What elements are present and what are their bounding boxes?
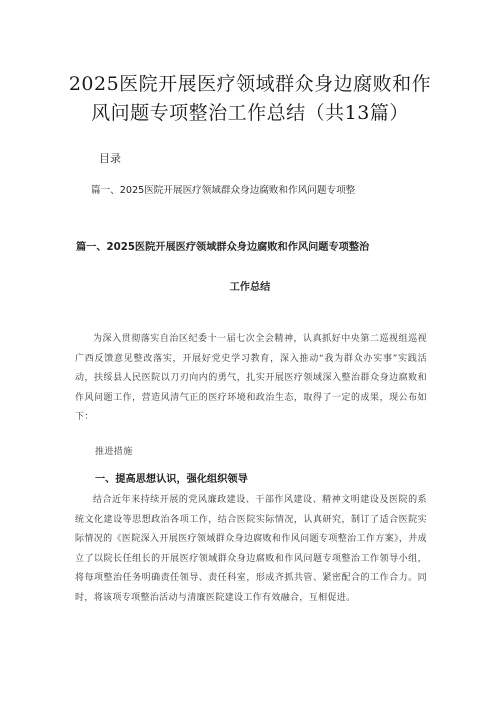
document-title: 2025医院开展医疗领域群众身边腐败和作风问题专项整治工作总结（共13篇） — [68, 73, 432, 124]
section-title-line1: 篇一、2025医院开展医疗领域群众身边腐败和作风问题专项整治 — [76, 242, 370, 253]
section-title — [40, 238, 460, 293]
intro-paragraph: 为深入贯彻落实自治区纪委十一届七次全会精神，认真抓好中央第二巡视组巡视广西反馈意见整改落实，开展好党史学习教育，深入推动“我为群众办实事”实践活动，扶绥县人民医院以刀刃向内的勇气，扎实开展医疗领域深入整治群众身边腐败和作风问题工作，营造风清气正的医疗环境和政治生态，取得了一定的成果，现公布如下： — [75, 334, 427, 423]
body-paragraph: 结合近年来持续开展的党风廉政建设、干部作风建设、精神文明建设及医院的系统文化建设等思想政治各项工作，结合医院实际情况，认真研究，制订了适合医院实际情况的《医院深入开展医疗领域群众身边腐败和作风问题专项整治工作方案》，并成立了以院长任组长的开展医疗领域群众身边腐败和作风问题专项整治工作领导小组，将每项整治任务明确责任领导、责任科室，形成齐抓共管、紧密配合的工作合力。同时，将该项专项整治活动与清廉医院建设工作有效融合，互相促进。 — [75, 495, 427, 603]
toc-item[interactable]: 篇一、2025医院开展医疗领域群众身边腐败和作风问题专项整 — [91, 185, 356, 196]
measures-label: 推进措施 — [95, 447, 133, 457]
section-title-line2: 工作总结 — [229, 282, 271, 293]
toc-heading: 目录 — [99, 152, 121, 165]
subsection-heading: 一、提高思想认识，强化组织领导 — [95, 474, 248, 485]
